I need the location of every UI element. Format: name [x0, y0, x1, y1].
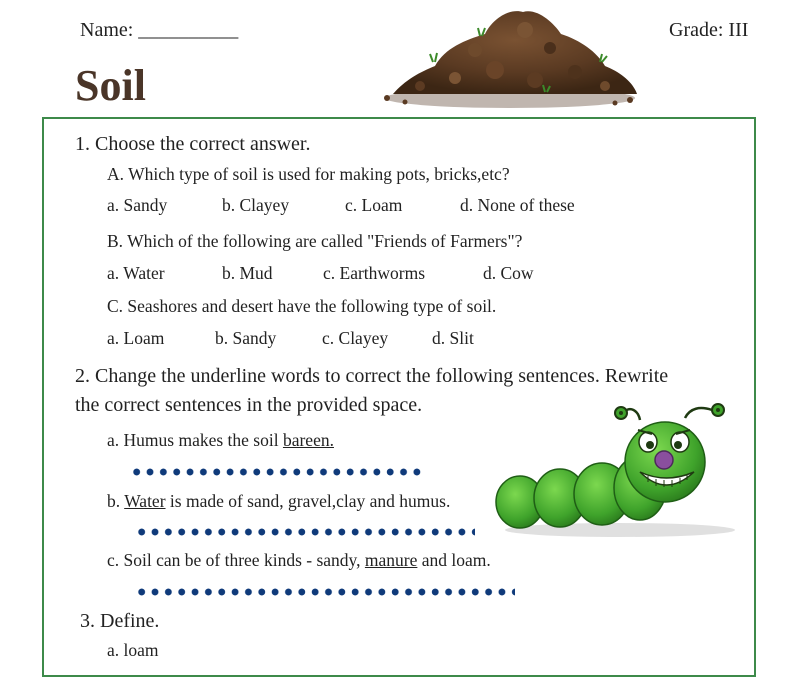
- q2c-answer-dotted-line: [135, 587, 515, 597]
- q1c-option-a: a. Loam: [107, 328, 165, 348]
- question-3a-text: a. loam: [107, 640, 159, 660]
- q1a-option-c: c. Loam: [345, 195, 403, 215]
- q1b-option-a: a. Water: [107, 263, 165, 283]
- q1a-option-d: d. None of these: [460, 195, 575, 215]
- question-2-heading-line1: 2. Change the underline words to correct the following sentences. Rewrite: [75, 365, 669, 387]
- q2b-answer-dotted-line: [135, 527, 475, 537]
- q1c-option-b: b. Sandy: [215, 328, 277, 348]
- q2b-prefix: b.: [107, 491, 125, 511]
- question-1a-text: A. Which type of soil is used for making pots, bricks,etc?: [107, 164, 510, 184]
- q2c-suffix: and loam.: [417, 550, 491, 570]
- soil-pile-illustration: [375, 0, 645, 112]
- question-1-heading: 1. Choose the correct answer.: [75, 133, 311, 155]
- q1b-option-c: c. Earthworms: [323, 263, 426, 283]
- page-title: Soil: [75, 61, 146, 110]
- q1c-option-d: d. Slit: [432, 328, 474, 348]
- question-2a-sentence: [107, 430, 334, 451]
- q2a-underlined-word: bareen.: [282, 430, 334, 450]
- q1a-option-b: b. Clayey: [222, 195, 290, 215]
- q1a-option-a: a. Sandy: [107, 195, 168, 215]
- name-field-label: Name: __________: [80, 19, 239, 41]
- question-1b-text: B. Which of the following are called "Friends of Farmers"?: [107, 231, 523, 251]
- q1b-option-d: d. Cow: [483, 263, 534, 283]
- question-3-heading: 3. Define.: [80, 610, 160, 632]
- q2c-prefix: c. Soil can be of three kinds - sandy,: [107, 550, 365, 570]
- q2a-prefix: a. Humus makes the soil: [107, 430, 283, 450]
- question-2c-sentence: [107, 550, 491, 571]
- q2c-underlined-word: manure: [364, 550, 418, 570]
- grade-label: Grade: III: [669, 19, 749, 41]
- q2a-answer-dotted-line: [130, 467, 424, 477]
- q2b-underlined-word: Water: [124, 491, 166, 511]
- q1c-option-c: c. Clayey: [322, 328, 389, 348]
- question-1c-text: C. Seashores and desert have the following type of soil.: [107, 296, 497, 316]
- caterpillar-illustration: [490, 400, 735, 540]
- question-2-heading-line2: the correct sentences in the provided space.: [75, 394, 423, 416]
- q2b-suffix: is made of sand, gravel,clay and humus.: [165, 491, 451, 511]
- question-2b-sentence: [107, 491, 450, 512]
- q1b-option-b: b. Mud: [222, 263, 273, 283]
